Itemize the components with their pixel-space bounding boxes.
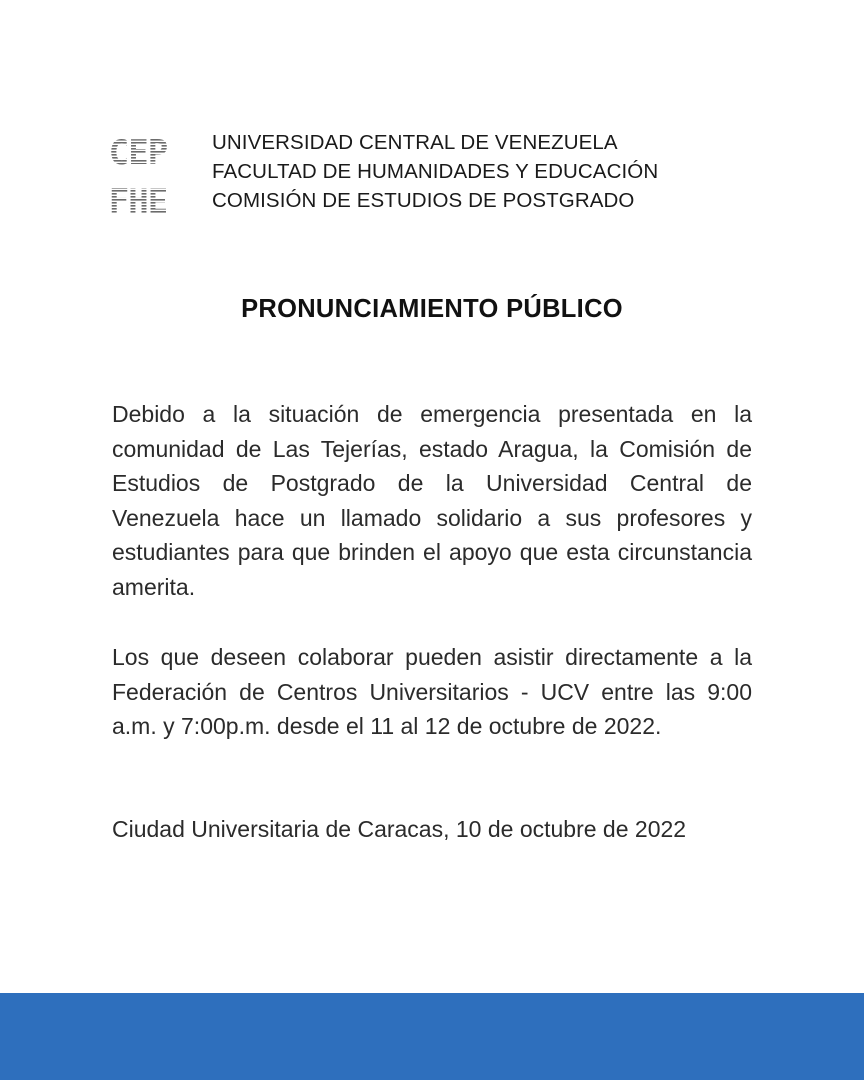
place-date-line: Ciudad Universitaria de Caracas, 10 de octubre de 2022 — [112, 816, 687, 842]
cep-fhe-logo — [96, 124, 180, 218]
document-title: PRONUNCIAMIENTO PÚBLICO — [241, 295, 623, 323]
institution-lines — [212, 128, 658, 215]
faculty-name: FACULTAD DE HUMANIDADES Y EDUCACIÓN — [212, 159, 659, 183]
paragraph-collaboration: Los que deseen colaborar pueden asistir directamente a la Federación de Centros Universitarios - UCV entre las 9:00 a.m. y 7:00p.m. desde el 11 al 12 de octubre de 2022. — [112, 644, 752, 739]
university-name: UNIVERSIDAD CENTRAL DE VENEZUELA — [212, 130, 618, 154]
document-header — [96, 124, 658, 218]
commission-name: COMISIÓN DE ESTUDIOS DE POSTGRADO — [212, 188, 635, 212]
paragraph-emergency: Debido a la situación de emergencia presentada en la comunidad de Las Tejerías, estado Aragua, la Comisión de Estudios de Postgrado de la Universidad Central de Venezuela hace un llamado solidario a sus profesores y estudiantes para que brinden el apoyo que esta circunstancia amerita. — [112, 401, 752, 600]
footer-band — [0, 993, 864, 1080]
